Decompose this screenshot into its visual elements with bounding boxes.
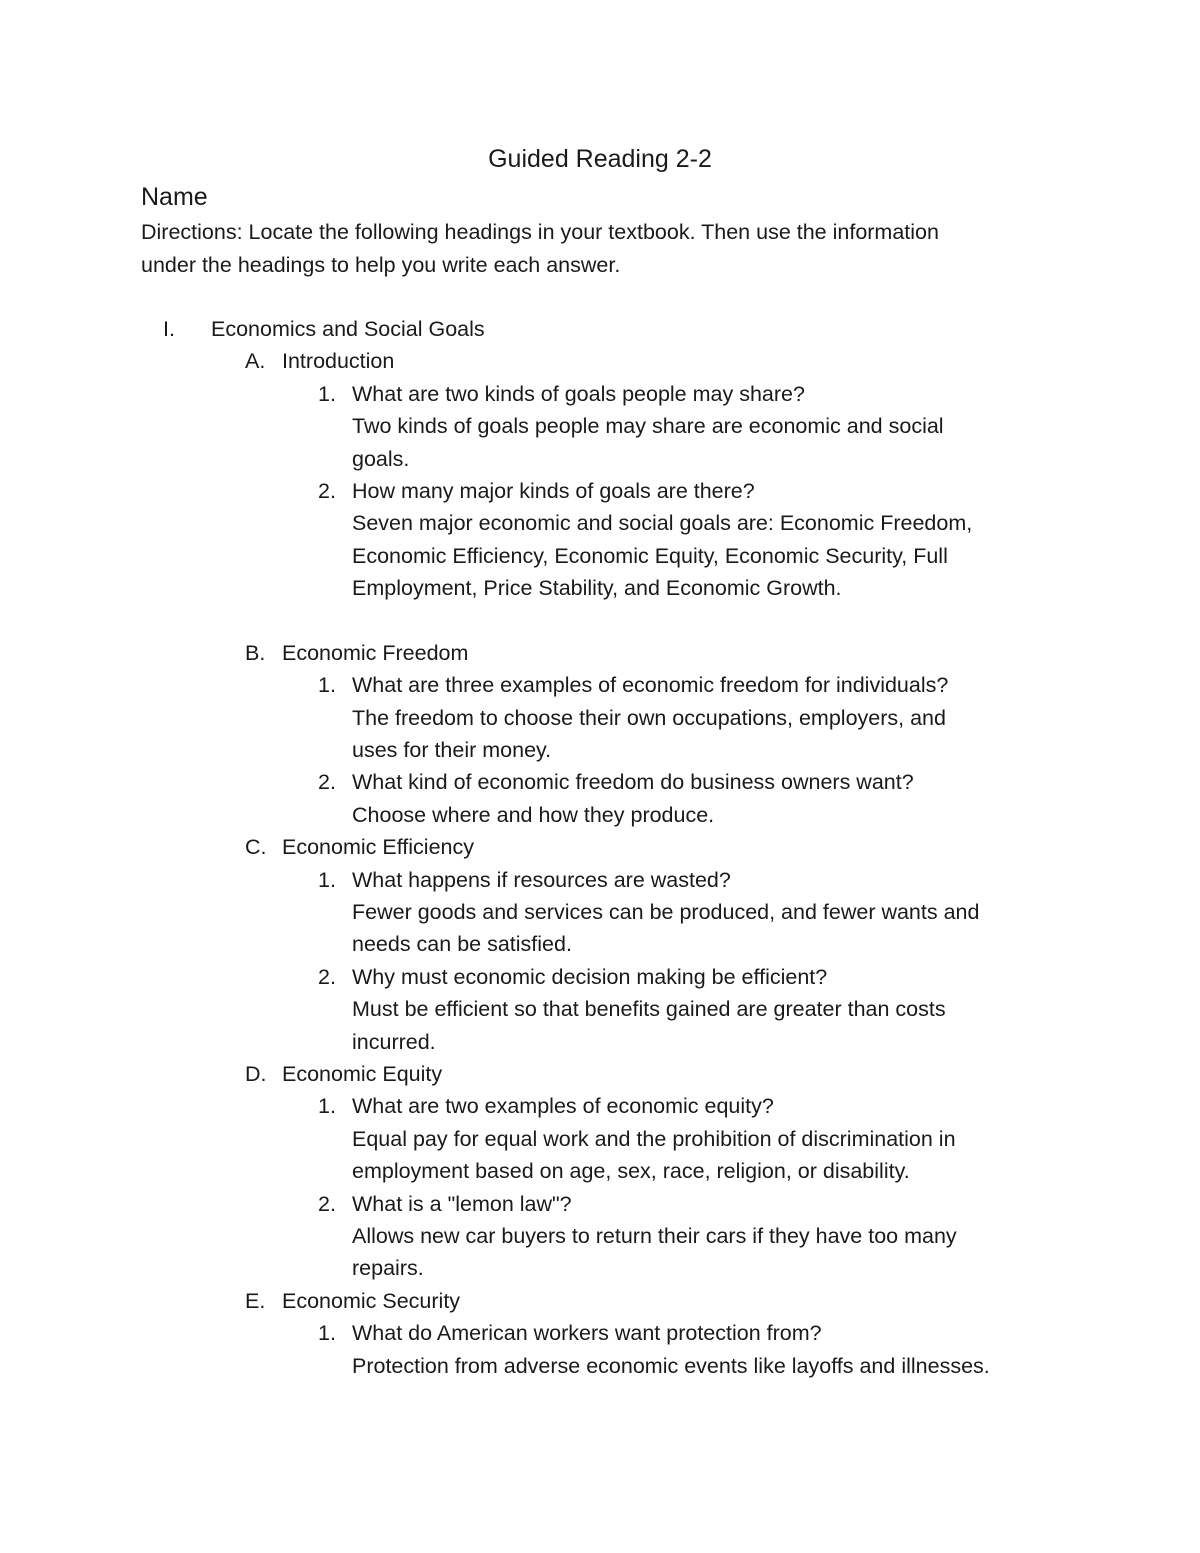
question-number: 1. [318,381,336,406]
answer-line [0,1350,1200,1382]
answer-text: goals. [352,446,410,471]
subsection-title: Economic Equity [282,1061,443,1086]
directions [141,216,1041,281]
question-number: 1. [318,1094,336,1119]
page-title: Guided Reading 2-2 [488,145,712,173]
question [0,961,1200,993]
answer-line [0,540,1200,572]
answer-text: Two kinds of goals people may share are economic and social [352,414,944,439]
subsection-heading [0,831,1200,863]
section-marker: I. [163,317,175,341]
question-text: What do American workers want protection from? [352,1321,822,1346]
section-heading [0,313,1200,345]
question [0,864,1200,896]
question-text: What are two kinds of goals people may share? [352,381,805,406]
question [0,378,1200,410]
question [0,669,1200,701]
directions-line: under the headings to help you write each answer. [141,252,621,277]
question-text: Why must economic decision making be efficient? [352,964,828,989]
answer-line [0,799,1200,831]
subsection-heading [0,1285,1200,1317]
directions-line: Directions: Locate the following headings in your textbook. Then use the information [141,220,939,244]
answer-text: Equal pay for equal work and the prohibition of discrimination in [352,1126,956,1151]
subsection-heading [0,637,1200,669]
question-text: What kind of economic freedom do business owners want? [352,770,914,795]
question-number: 2. [318,1191,336,1216]
name-label: Name [141,183,208,211]
answer-line [0,1123,1200,1155]
subsection-marker: D. [245,1061,267,1086]
blank-line [0,605,1200,637]
question [0,1317,1200,1349]
question-text: What is a "lemon law"? [352,1191,572,1216]
subsection-marker: A. [245,349,266,374]
question [0,1188,1200,1220]
question-text: What happens if resources are wasted? [352,867,731,892]
subsection-heading [0,1058,1200,1090]
subsection-title: Economic Freedom [282,640,469,665]
answer-line [0,734,1200,766]
answer-text: employment based on age, sex, race, religion, or disability. [352,1159,910,1184]
answer-line [0,410,1200,442]
question [0,1090,1200,1122]
subsection-title: Economic Efficiency [282,835,474,860]
answer-text: needs can be satisfied. [352,932,572,957]
question-number: 1. [318,673,336,698]
answer-line [0,702,1200,734]
subsection-title: Introduction [282,349,395,374]
question-number: 1. [318,1321,336,1346]
answer-text: Protection from adverse economic events like layoffs and illnesses. [352,1353,990,1378]
outline [0,313,1200,1382]
answer-line [0,507,1200,539]
answer-text: Seven major economic and social goals are: Economic Freedom, [352,511,973,536]
answer-text: Fewer goods and services can be produced, and fewer wants and [352,900,980,925]
question-text: What are two examples of economic equity? [352,1094,774,1119]
answer-text: repairs. [352,1256,424,1281]
subsection-marker: C. [245,835,267,860]
question-number: 2. [318,964,336,989]
answer-line [0,1155,1200,1187]
answer-line [0,896,1200,928]
answer-text: The freedom to choose their own occupations, employers, and [352,705,946,730]
answer-text: Allows new car buyers to return their cars if they have too many [352,1223,957,1248]
subsection-title: Economic Security [282,1288,461,1313]
subsection-marker: B. [245,640,266,665]
answer-line [0,993,1200,1025]
question-number: 1. [318,867,336,892]
subsection-marker: E. [245,1288,266,1313]
answer-text: uses for their money. [352,738,552,763]
answer-text: Must be efficient so that benefits gained are greater than costs [352,997,946,1022]
answer-text: Economic Efficiency, Economic Equity, Economic Security, Full [352,543,948,568]
answer-line [0,1252,1200,1284]
question [0,475,1200,507]
answer-line [0,572,1200,604]
question-number: 2. [318,478,336,503]
question-text: What are three examples of economic freedom for individuals? [352,673,949,698]
answer-line [0,1026,1200,1058]
answer-line [0,1220,1200,1252]
answer-text: incurred. [352,1029,436,1054]
answer-line [0,443,1200,475]
answer-text: Employment, Price Stability, and Economic Growth. [352,576,842,601]
question-text: How many major kinds of goals are there? [352,478,755,503]
section-title: Economics and Social Goals [211,317,485,341]
question [0,766,1200,798]
answer-line [0,928,1200,960]
subsection-heading [0,345,1200,377]
answer-text: Choose where and how they produce. [352,802,715,827]
question-number: 2. [318,770,336,795]
